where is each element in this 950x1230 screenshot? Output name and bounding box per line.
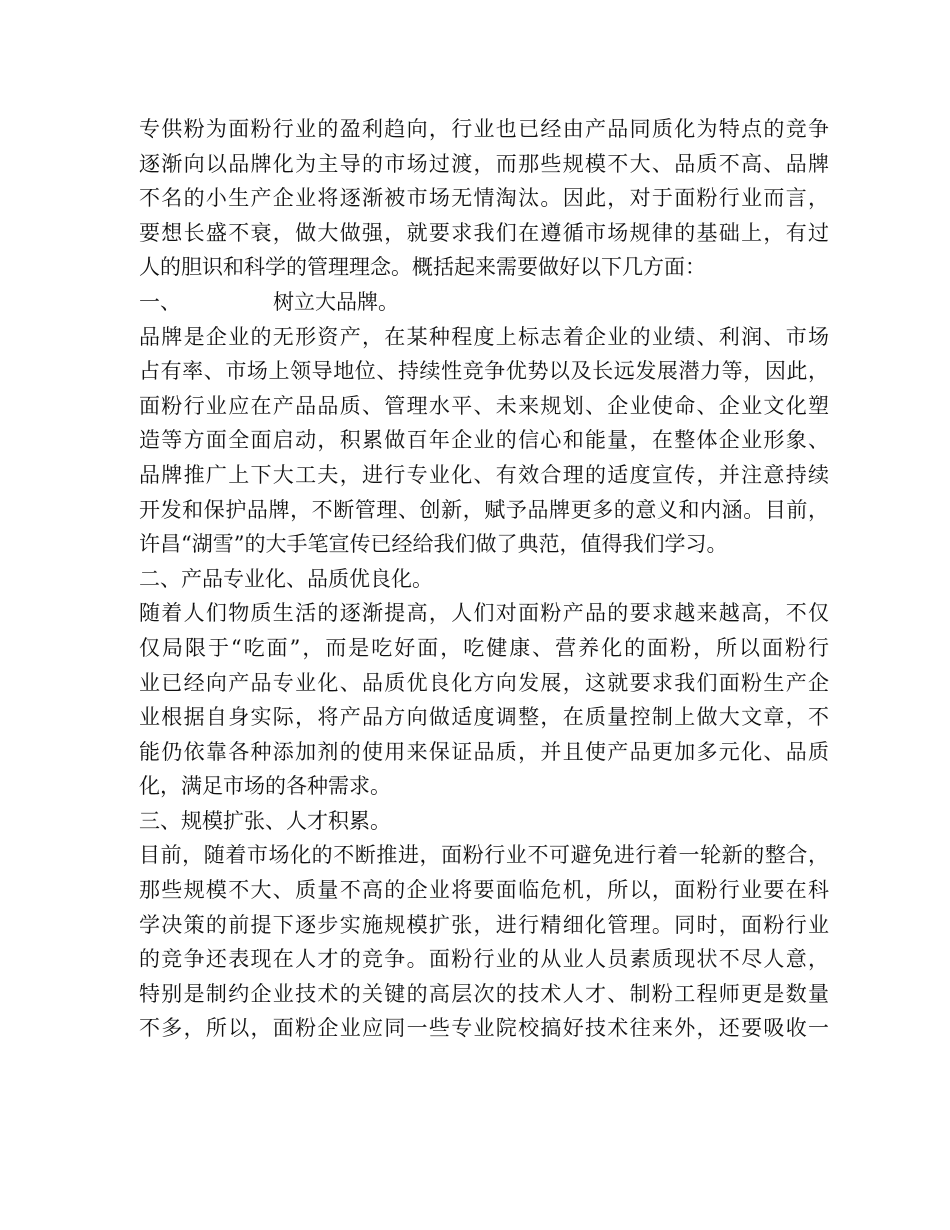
paragraph-line: 品牌是企业的无形资产，在某种程度上标志着企业的业绩、利润、市场 <box>139 324 829 349</box>
paragraph-line: 目前，随着市场化的不断推进，面粉行业不可避免进行着一轮新的整合， <box>139 843 829 868</box>
section-heading-1 <box>139 285 829 320</box>
paragraph-line: 业已经向产品专业化、品质优良化方向发展，这就要求我们面粉生产企 <box>139 670 829 695</box>
paragraph-line: 不多，所以，面粉企业应同一些专业院校搞好技术往来外，还要吸收一 <box>139 1016 829 1041</box>
paragraph-line: 逐渐向以品牌化为主导的市场过渡，而那些规模不大、品质不高、品牌 <box>139 151 829 176</box>
paragraph-line: 开发和保护品牌，不断管理、创新，赋予品牌更多的意义和内涵。目前， <box>139 497 829 522</box>
section-heading-3: 三、规模扩张、人才积累。 <box>139 808 391 833</box>
paragraph-line: 学决策的前提下逐步实施规模扩张，进行精细化管理。同时，面粉行业 <box>139 912 829 937</box>
paragraph-line: 要想长盛不衰，做大做强，就要求我们在遵循市场规律的基础上，有过 <box>139 220 829 245</box>
paragraph-line: 品牌推广上下大工夫，进行专业化、有效合理的适度宣传，并注意持续 <box>139 462 829 487</box>
paragraph-line: 业根据自身实际，将产品方向做适度调整，在质量控制上做大文章，不 <box>139 705 829 730</box>
paragraph-line: 面粉行业应在产品品质、管理水平、未来规划、企业使命、企业文化塑 <box>139 393 829 418</box>
paragraph-line: 特别是制约企业技术的关键的高层次的技术人才、制粉工程师更是数量 <box>139 981 829 1006</box>
paragraph-line: 随着人们物质生活的逐渐提高，人们对面粉产品的要求越来越高，不仅 <box>139 601 829 626</box>
paragraph-line: 化，满足市场的各种需求。 <box>139 774 391 799</box>
paragraph-line: 的竞争还表现在人才的竞争。面粉行业的从业人员素质现状不尽人意， <box>139 947 829 972</box>
paragraph-line: 能仍依靠各种添加剂的使用来保证品质，并且使产品更加多元化、品质 <box>139 739 829 764</box>
section-heading-1-number: 一、 <box>139 289 181 314</box>
paragraph-line: 占有率、市场上领导地位、持续性竞争优势以及长远发展潜力等，因此， <box>139 359 829 384</box>
paragraph-line: 那些规模不大、质量不高的企业将要面临危机，所以，面粉行业要在科 <box>139 878 829 903</box>
document-body <box>139 112 829 1046</box>
paragraph-line: 不名的小生产企业将逐渐被市场无情淘汰。因此，对于面粉行业而言， <box>139 186 829 211</box>
section-heading-1-text: 树立大品牌。 <box>273 289 399 314</box>
paragraph-line: 专供粉为面粉行业的盈利趋向，行业也已经由产品同质化为特点的竞争 <box>139 117 829 141</box>
paragraph-line: 人的胆识和科学的管理理念。概括起来需要做好以下几方面： <box>139 255 706 280</box>
section-heading-2: 二、产品专业化、品质优良化。 <box>139 566 433 591</box>
paragraph-line: 仅局限于“吃面”，而是吃好面，吃健康、营养化的面粉，所以面粉行 <box>139 635 829 660</box>
paragraph-line: 许昌“湖雪”的大手笔宣传已经给我们做了典范，值得我们学习。 <box>139 532 728 557</box>
paragraph-line: 造等方面全面启动，积累做百年企业的信心和能量，在整体企业形象、 <box>139 428 829 453</box>
